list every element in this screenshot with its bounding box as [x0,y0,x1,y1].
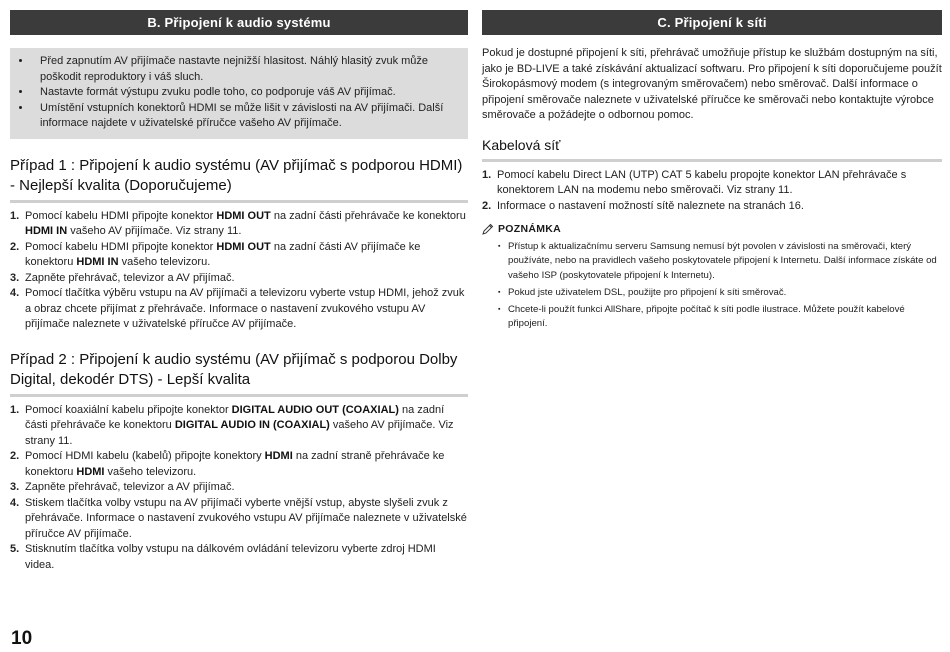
note-item: ▪ Pokud jste uživatelem DSL, použijte pro připojení k síti směrovač. [482,286,942,300]
text-run: Pomocí koaxiální kabelu připojte konektor [25,403,232,416]
note-item: ▪ Přístup k aktualizačnímu serveru Samsung nemusí být povolen v závislosti na směrovači, který používáte, nebo na pravidlech vašeho poskytovatele připojení k Internetu. Další informace získáte od vašeho ISP (poskytovatele připojení k Internetu). [482,240,942,283]
step-item [10,271,468,287]
step-item [10,403,468,450]
page-number: 10 [11,628,33,649]
step-text [25,209,468,240]
text-run: vašeho televizoru. [104,465,197,478]
step-number: 3. [10,481,20,493]
wired-network-steps [482,168,942,215]
step-number: 2. [10,240,20,253]
step-item [10,449,468,480]
note-list [482,240,942,332]
step-number: 1. [10,403,20,416]
step-text [497,168,942,199]
step-number: 3. [10,271,20,284]
step-item [10,542,468,573]
text-run: Informace o nastavení možností sítě naleznete na stranách 16. [497,199,804,212]
left-column [10,10,468,573]
section-b-header: B. Připojení k audio systému [10,10,468,35]
step-text [25,240,468,271]
step-text [497,199,942,215]
step-item [10,496,468,543]
pencil-icon [482,223,494,235]
step-number: 2. [482,199,492,212]
step-text [25,403,468,450]
connector-label: HDMI OUT [216,209,271,222]
text-run: na zadní straně přehrávače ke konektoru [25,450,445,478]
step-item [10,209,468,240]
step-number: 2. [10,450,20,462]
connector-label: DIGITAL AUDIO IN (COAXIAL) [174,419,330,431]
text-run: Stiskem tlačítka volby vstupu na AV přijímači vyberte vnější vstup, abyste slyšeli zvuk z přehrávače. Informace o nastavení zvukového vstupu AV přijímače naleznete v uživatelské příručce AV přijímače. [25,496,467,540]
text-run: Pomocí kabelu HDMI připojte konektor [25,209,217,222]
text-run: na zadní části přehrávače ke konektoru [25,403,445,431]
connector-label: DIGITAL AUDIO OUT (COAXIAL) [231,403,399,416]
step-number: 1. [482,168,492,181]
text-run: Pomocí tlačítka výběru vstupu na AV přijímači a televizoru vyberte vstup HDMI, jehož zvuk a obraz chcete přijímat z přehrávače. Informace o nastavení zvukového vstupu AV přijímače naleznete v uživatelské příručce AV přijímače. [25,287,465,330]
step-item [482,168,942,199]
step-text [25,286,468,333]
step-number: 5. [10,543,20,555]
connector-label: HDMI IN [76,256,119,268]
note-label: POZNÁMKA [498,223,562,235]
step-item [482,199,942,215]
warning-box [10,48,468,139]
text-run: vašeho AV přijímače. Viz strany 11. [67,225,242,237]
step-item [10,286,468,333]
network-intro: Pokud je dostupné připojení k síti, přehrávač umožňuje přístup ke službám dostupným na síti, jako je BD-LIVE a také získávání aktualizací softwaru. Pro připojení k síti doporučujeme použít Širokopásmový modem (s integrovaným směrovačem) nebo směrovač. Další informace o připojení směrovače naleznete v uživatelské příručce ke směrovači nebo kontaktujte výrobce směrovače a požádejte o odbornou pomoc. [482,47,942,121]
text-run: Pomocí kabelu HDMI připojte konektor [25,240,217,253]
text-run: Zapněte přehrávač, televizor a AV přijímač. [25,481,235,493]
text-run: vašeho televizoru. [118,256,211,268]
case-1-steps [10,209,468,333]
step-text [25,449,468,480]
text-run: Zapněte přehrávač, televizor a AV přijímač. [25,271,235,284]
connector-label: HDMI IN [25,225,68,237]
text-run: Pomocí kabelu Direct LAN (UTP) CAT 5 kabelu propojte konektor LAN přehrávače s konektorem LAN na modemu nebo směrovači. Viz strany 11. [497,168,907,196]
step-number: 4. [10,287,20,299]
section-c-header: C. Připojení k síti [482,10,942,35]
step-text [25,496,468,543]
note-item: ▪ Chcete-li použít funkci AllShare, připojte počítač k síti podle ilustrace. Můžete použít kabelové připojení. [482,303,942,332]
right-column [482,10,942,335]
text-run: Stisknutím tlačítka volby vstupu na dálkovém ovládání televizoru vyberte zdroj HDMI videa. [25,543,436,571]
case-2-title: Případ 2 : Připojení k audio systému (AV přijímač s podporou Dolby Digital, dekodér DTS) - Lepší kvalita [10,350,468,397]
wired-network-title: Kabelová síť [482,136,942,162]
warning-item: • Nastavte formát výstupu zvuku podle toho, co podporuje váš AV přijímač. [32,85,458,101]
case-1-title: Případ 1 : Připojení k audio systému (AV přijímač s podporou HDMI) - Nejlepší kvalita (Doporučujeme) [10,156,468,203]
text-run: na zadní části přehrávače ke konektoru [270,209,466,222]
step-item [10,480,468,496]
step-number: 4. [10,496,20,509]
step-text [25,542,468,573]
connector-label: HDMI [264,450,293,462]
step-number: 1. [10,209,20,222]
case-2-steps [10,403,468,574]
text-run: vašeho AV přijímače. Viz strany 11. [25,419,454,447]
text-run: Pomocí HDMI kabelu (kabelů) připojte konektory [25,450,265,462]
warning-item: • Před zapnutím AV přijímače nastavte nejnižší hlasitost. Náhlý hlasitý zvuk může poškodit reproduktory i váš sluch. [32,54,458,85]
connector-label: HDMI [76,465,105,478]
text-run: na zadní části AV přijímače ke konektoru [25,240,421,268]
step-text [25,480,468,496]
note-heading [482,223,942,235]
step-item [10,240,468,271]
connector-label: HDMI OUT [216,240,271,253]
warning-item: • Umístění vstupních konektorů HDMI se může lišit v závislosti na AV přijímači. Další informace najdete v uživatelské příručce vašeho AV přijímače. [32,101,458,132]
step-text [25,271,468,287]
